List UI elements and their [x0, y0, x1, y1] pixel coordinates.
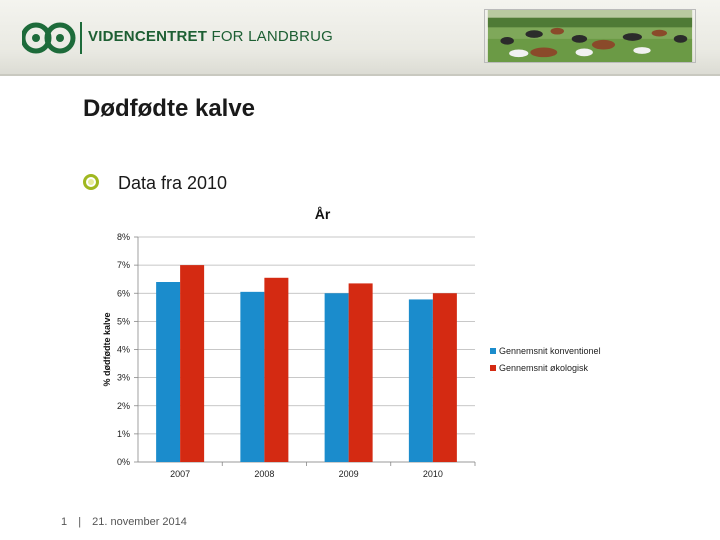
- stillbirth-bar-chart: [100, 200, 660, 490]
- footer: [61, 516, 195, 528]
- footer-separator: |: [78, 516, 82, 528]
- y-tick-label: 3%: [116, 372, 130, 383]
- bar-konventionel-2007: [156, 282, 180, 462]
- bar-okologisk-2007: [180, 265, 204, 462]
- y-tick-label: 2%: [116, 400, 130, 411]
- page-number: 1: [61, 516, 68, 528]
- brand-name-regular: FOR LANDBRUG: [211, 28, 334, 45]
- legend-label: Gennemsnit økologisk: [499, 362, 589, 373]
- bullet-icon: [83, 174, 99, 190]
- bar-okologisk-2009: [349, 283, 373, 462]
- x-tick-label: 2008: [254, 469, 275, 479]
- y-tick-label: 6%: [116, 288, 130, 299]
- logo-divider: [80, 22, 82, 54]
- chart-legend: [490, 342, 601, 376]
- legend-swatch: [490, 348, 496, 354]
- y-tick-label: 8%: [116, 232, 130, 242]
- brand-name-bold: VIDENCENTRET: [88, 28, 208, 45]
- bar-konventionel-2010: [409, 299, 433, 462]
- bar-okologisk-2008: [264, 278, 288, 462]
- legend-item: [490, 359, 601, 376]
- header-banner: [0, 0, 720, 76]
- x-tick-label: 2007: [170, 469, 191, 479]
- bar-konventionel-2008: [240, 292, 264, 462]
- slide-title: Dødfødte kalve: [83, 95, 256, 122]
- legend-swatch: [490, 365, 496, 371]
- y-tick-label: 5%: [116, 316, 130, 327]
- cows-photo: [484, 9, 696, 63]
- legend-item: [490, 342, 601, 359]
- y-axis-label: % dødfødte kalve: [102, 312, 112, 387]
- legend-label: Gennemsnit konventionel: [499, 345, 601, 356]
- x-tick-label: 2010: [422, 469, 443, 479]
- x-tick-label: 2009: [338, 469, 359, 479]
- logo-icon: [22, 18, 78, 58]
- y-tick-label: 7%: [116, 260, 130, 271]
- bar-okologisk-2010: [433, 293, 457, 462]
- chart-title: År: [314, 206, 331, 222]
- bar-konventionel-2009: [325, 293, 349, 462]
- y-tick-label: 0%: [116, 457, 130, 467]
- y-tick-label: 1%: [116, 428, 130, 439]
- brand-name: [88, 28, 333, 45]
- y-tick-label: 4%: [116, 344, 130, 355]
- bullet-text: Data fra 2010: [118, 173, 228, 193]
- footer-date: 21. november 2014: [92, 516, 187, 528]
